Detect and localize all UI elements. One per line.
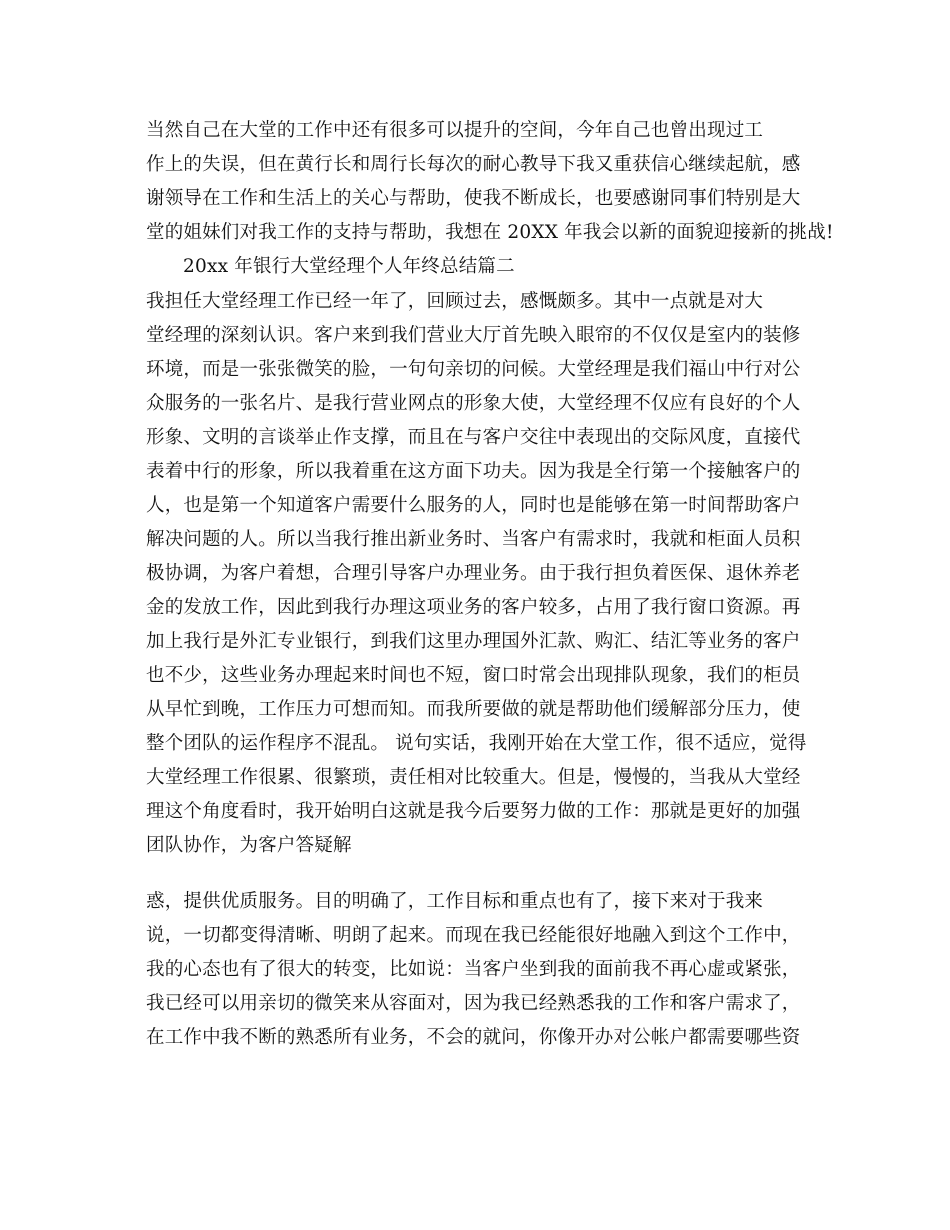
text-line: 表着中行的形象，所以我着重在这方面下功夫。因为我是全行第一个接触客户的 <box>146 461 801 482</box>
text-line: 极协调，为客户着想，合理引导客户办理业务。由于我行担负着医保、退休养老 <box>146 563 801 584</box>
text-line: 也不少，这些业务办理起来时间也不短，窗口时常会出现排队现象，我们的柜员 <box>146 665 801 686</box>
paragraph-2 <box>146 285 812 863</box>
text-line: 人，也是第一个知道客户需要什么服务的人，同时也是能够在第一时间帮助客户 <box>146 495 801 516</box>
text-line: 在工作中我不断的熟悉所有业务，不会的就问，你像开办对公帐户都需要哪些资 <box>146 1027 801 1048</box>
heading-text: 20xx 年银行大堂经理个人年终总结篇二 <box>183 256 515 277</box>
text-line: 形象、文明的言谈举止作支撑，而且在与客户交往中表现出的交际风度，直接代 <box>146 427 801 448</box>
text-line: 我的心态也有了很大的转变，比如说：当客户坐到我的面前我不再心虚或紧张， <box>146 959 801 980</box>
text-line: 理这个角度看时，我开始明白这就是我今后要努力做的工作：那就是更好的加强 <box>146 801 801 822</box>
text-line: 谢领导在工作和生活上的关心与帮助，使我不断成长，也要感谢同事们特别是大 <box>146 188 801 209</box>
text-line: 解决问题的人。所以当我行推出新业务时、当客户有需求时，我就和柜面人员积 <box>146 529 801 550</box>
text-line: 堂的姐妹们对我工作的支持与帮助，我想在 20XX 年我会以新的面貌迎接新的挑战! <box>146 222 834 243</box>
text-line: 环境，而是一张张微笑的脸，一句句亲切的问候。大堂经理是我们福山中行对公 <box>146 359 801 380</box>
text-line: 说，一切都变得清晰、明朗了起来。而现在我已经能很好地融入到这个工作中， <box>146 925 801 946</box>
text-line: 大堂经理工作很累、很繁琐，责任相对比较重大。但是，慢慢的，当我从大堂经 <box>146 767 801 788</box>
text-line: 加上我行是外汇专业银行，到我们这里办理国外汇款、购汇、结汇等业务的客户 <box>146 631 801 652</box>
text-line: 整个团队的运作程序不混乱。 说句实话，我刚开始在大堂工作，很不适应，觉得 <box>146 733 807 754</box>
text-line: 惑，提供优质服务。目的明确了，工作目标和重点也有了，接下来对于我来 <box>146 891 764 912</box>
text-line: 我已经可以用亲切的微笑来从容面对，因为我已经熟悉我的工作和客户需求了， <box>146 993 801 1014</box>
text-line: 团队协作，为客户答疑解 <box>146 835 352 856</box>
text-line: 金的发放工作，因此到我行办理这项业务的客户较多，占用了我行窗口资源。再 <box>146 597 801 618</box>
text-line: 我担任大堂经理工作已经一年了，回顾过去，感慨颇多。其中一点就是对大 <box>146 291 764 312</box>
text-line: 作上的失误，但在黄行长和周行长每次的耐心教导下我又重获信心继续起航，感 <box>146 154 801 175</box>
text-line: 众服务的一张名片、是我行营业网点的形象大使，大堂经理不仅应有良好的个人 <box>146 393 801 414</box>
paragraph-1 <box>146 114 834 250</box>
text-line: 当然自己在大堂的工作中还有很多可以提升的空间，今年自己也曾出现过工 <box>146 120 764 141</box>
paragraph-3 <box>146 885 812 1055</box>
text-line: 从早忙到晚，工作压力可想而知。而我所要做的就是帮助他们缓解部分压力，使 <box>146 699 801 720</box>
text-line: 堂经理的深刻认识。客户来到我们营业大厅首先映入眼帘的不仅仅是室内的装修 <box>146 325 801 346</box>
section-heading <box>183 250 849 284</box>
